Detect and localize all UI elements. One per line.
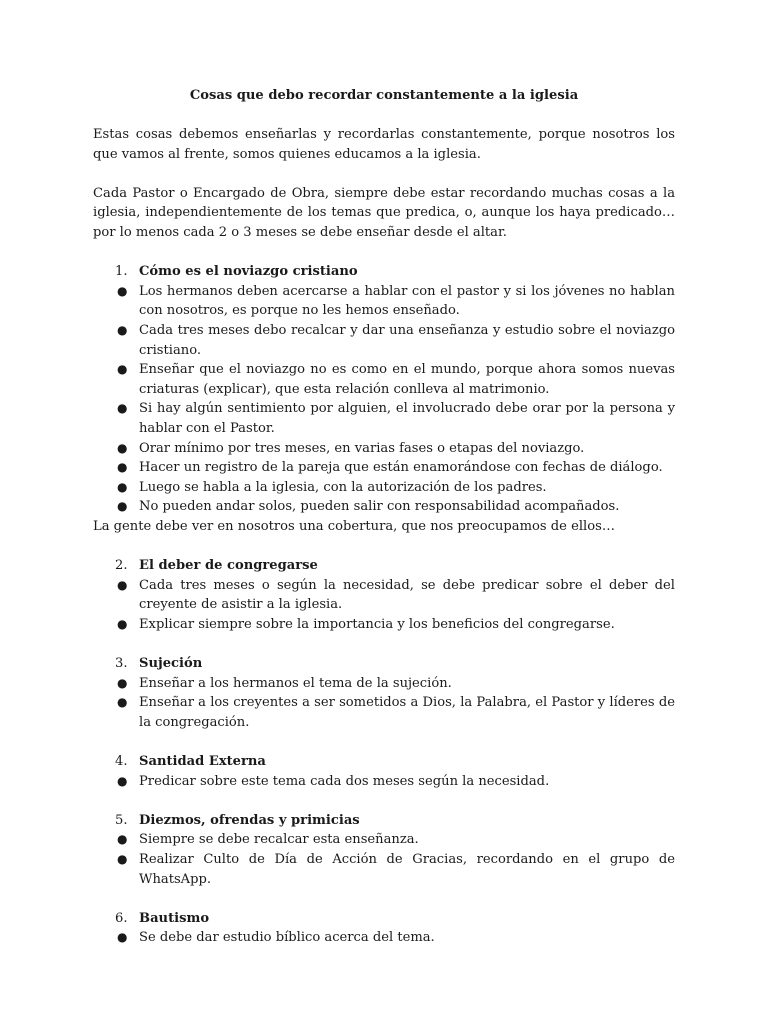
section-heading <box>93 811 675 831</box>
bullet-icon: ● <box>117 479 128 494</box>
section-title: Cómo es el noviazgo cristiano <box>139 264 358 280</box>
bullet-list <box>93 282 675 517</box>
bullet-icon: ● <box>117 773 128 788</box>
bullet-icon: ● <box>117 323 128 338</box>
list-item-text: Si hay algún sentimiento por alguien, el involucrado debe orar por la persona y hablar con el Pastor. <box>139 401 675 436</box>
list-item <box>93 497 675 517</box>
list-item-text: Explicar siempre sobre la importancia y los beneficios del congregarse. <box>139 616 615 632</box>
section-number: 4. <box>115 754 128 770</box>
list-item-text: Realizar Culto de Día de Acción de Gracias, recordando en el grupo de WhatsApp. <box>139 852 675 887</box>
section-number: 6. <box>115 910 128 926</box>
bullet-list <box>93 674 675 733</box>
list-item <box>93 399 675 438</box>
bullet-list <box>93 772 675 792</box>
list-section <box>93 752 675 791</box>
section-note: La gente debe ver en nosotros una cobertura, que nos preocupamos de ellos… <box>93 518 615 534</box>
section-title: Diezmos, ofrendas y primicias <box>139 812 360 828</box>
list-item <box>93 772 675 792</box>
intro-paragraph: Estas cosas debemos enseñarlas y recordarlas constantemente, porque nosotros los que vamos al frente, somos quienes educamos a la iglesia. <box>93 127 675 162</box>
document-page <box>93 86 675 948</box>
section-heading <box>93 556 675 576</box>
bullet-icon: ● <box>117 616 128 631</box>
bullet-icon: ● <box>117 832 128 847</box>
list-item <box>93 478 675 498</box>
section-heading <box>93 752 675 772</box>
bullet-icon: ● <box>117 577 128 592</box>
list-item-text: Los hermanos deben acercarse a hablar con el pastor y si los jóvenes no hablan con nosotros, es porque no les hemos enseñado. <box>139 283 675 319</box>
bullet-list <box>93 830 675 889</box>
bullet-icon: ● <box>117 499 128 514</box>
list-item <box>93 439 675 459</box>
list-item <box>93 321 675 360</box>
list-item <box>93 282 675 321</box>
list-section <box>93 556 675 634</box>
list-item <box>93 458 675 478</box>
list-item-text: Cada tres meses o según la necesidad, se debe predicar sobre el deber del creyente de asistir a la iglesia. <box>139 577 675 613</box>
list-item-text: Predicar sobre este tema cada dos meses según la necesidad. <box>139 773 550 789</box>
bullet-icon: ● <box>117 695 128 710</box>
list-item <box>93 615 675 635</box>
bullet-list <box>93 576 675 635</box>
section-title: Santidad Externa <box>139 754 266 770</box>
list-item-text: Se debe dar estudio bíblico acerca del tema. <box>139 930 435 946</box>
intro-paragraph: Cada Pastor o Encargado de Obra, siempre debe estar recordando muchas cosas a la iglesia, independientemente de los temas que predica, o, aunque los haya predicado… por lo menos cada 2 o 3 meses se debe enseñar desde el altar. <box>93 185 675 241</box>
list-item <box>93 830 675 850</box>
section-heading <box>93 909 675 929</box>
section-heading <box>93 262 675 282</box>
list-item-text: Cada tres meses debo recalcar y dar una enseñanza y estudio sobre el noviazgo cristiano. <box>139 323 675 358</box>
list-section <box>93 811 675 889</box>
list-item <box>93 576 675 615</box>
sections-list <box>93 262 675 948</box>
section-title: Sujeción <box>139 656 203 672</box>
list-item-text: Luego se habla a la iglesia, con la autorización de los padres. <box>139 479 547 495</box>
list-item <box>93 674 675 694</box>
list-section <box>93 654 675 732</box>
bullet-icon: ● <box>117 362 128 377</box>
section-number: 2. <box>115 558 128 574</box>
list-section <box>93 909 675 948</box>
section-number: 1. <box>115 264 128 280</box>
bullet-icon: ● <box>117 283 128 298</box>
bullet-icon: ● <box>117 675 128 690</box>
list-item-text: Enseñar que el noviazgo no es como en el mundo, porque ahora somos nuevas criaturas (explicar), que esta relación conlleva al matrimonio. <box>139 362 675 397</box>
bullet-icon: ● <box>117 440 128 455</box>
bullet-list <box>93 928 675 948</box>
list-item-text: Siempre se debe recalcar esta enseñanza. <box>139 832 419 848</box>
section-title: El deber de congregarse <box>139 558 318 574</box>
section-number: 5. <box>115 812 128 828</box>
list-item <box>93 360 675 399</box>
list-item-text: Orar mínimo por tres meses, en varias fases o etapas del noviazgo. <box>139 440 585 456</box>
list-item <box>93 928 675 948</box>
list-section <box>93 262 675 517</box>
list-item-text: Enseñar a los hermanos el tema de la sujeción. <box>139 675 452 691</box>
list-item-text: Hacer un registro de la pareja que están enamorándose con fechas de diálogo. <box>139 460 663 476</box>
section-number: 3. <box>115 656 128 672</box>
document-title: Cosas que debo recordar constantemente a la iglesia <box>189 88 579 103</box>
bullet-icon: ● <box>117 401 128 416</box>
list-item <box>93 693 675 732</box>
list-item-text: Enseñar a los creyentes a ser sometidos a Dios, la Palabra, el Pastor y líderes de la congregación. <box>139 695 675 730</box>
list-item-text: No pueden andar solos, pueden salir con responsabilidad acompañados. <box>139 499 620 515</box>
bullet-icon: ● <box>117 930 128 945</box>
list-item <box>93 850 675 889</box>
section-title: Bautismo <box>139 910 210 926</box>
bullet-icon: ● <box>117 460 128 475</box>
bullet-icon: ● <box>117 852 128 867</box>
section-heading <box>93 654 675 674</box>
